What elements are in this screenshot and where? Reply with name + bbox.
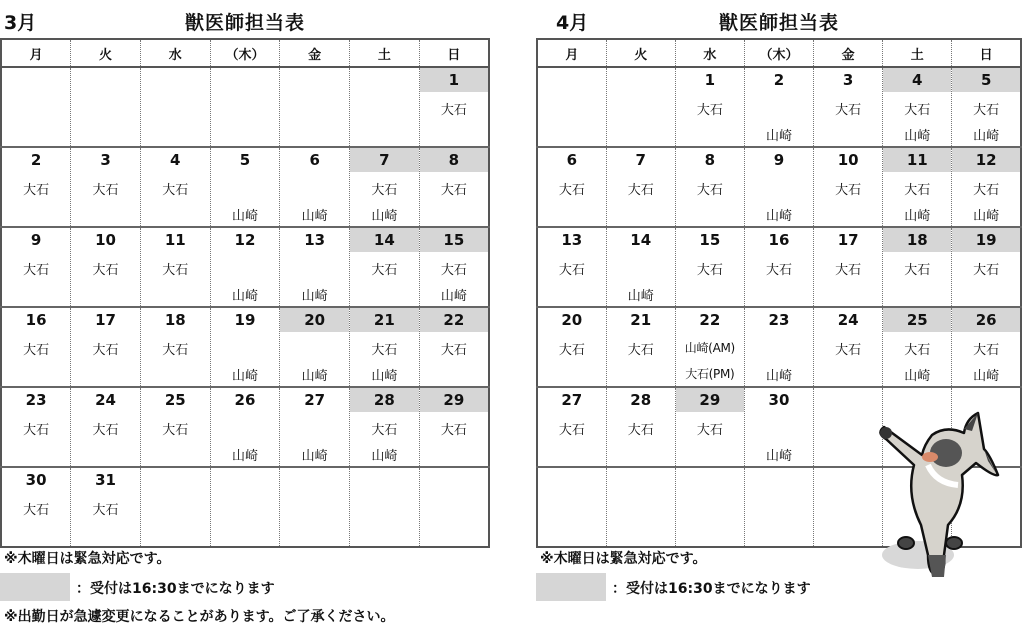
vet-name: 大石 (371, 343, 398, 358)
day-number: 16 (768, 231, 790, 249)
day-number: 9 (30, 231, 42, 249)
day-number: 2 (30, 151, 42, 169)
day-cell (537, 227, 606, 307)
day-number: 17 (837, 231, 859, 249)
vet-name: 山崎 (231, 369, 258, 384)
day-number: 15 (699, 231, 721, 249)
vet-name: 大石(PM) (685, 367, 735, 381)
day-cell (280, 147, 350, 227)
weekday-header: 火 (606, 39, 675, 67)
day-cell (814, 67, 883, 147)
day-cell (606, 387, 675, 467)
day-number: 7 (350, 148, 419, 172)
empty-cell (675, 467, 744, 547)
day-number: 22 (420, 308, 488, 332)
empty-cell (210, 467, 280, 547)
legend-text: ：受付は16:30までになります (76, 581, 275, 597)
weekday-header: 日 (419, 39, 489, 67)
day-number: 19 (952, 228, 1020, 252)
day-number: 27 (561, 391, 583, 409)
vet-name: 大石 (23, 343, 50, 358)
vet-name: 大石 (92, 343, 119, 358)
empty-cell (537, 467, 606, 547)
day-cell (744, 147, 813, 227)
vet-name: 山崎 (231, 209, 258, 224)
vet-name: 大石 (162, 423, 189, 438)
week-row (1, 307, 489, 387)
day-cell (1, 227, 71, 307)
day-number: 10 (95, 231, 116, 249)
day-cell (952, 227, 1021, 307)
vet-name: 山崎 (301, 369, 328, 384)
empty-cell (280, 467, 350, 547)
day-cell (606, 307, 675, 387)
vet-name: 山崎 (371, 449, 398, 464)
day-cell (140, 307, 210, 387)
page-title: 獣医師担当表 (718, 12, 839, 34)
day-number: 17 (95, 311, 116, 329)
week-row (537, 67, 1021, 147)
day-cell (1, 387, 71, 467)
day-cell (883, 67, 952, 147)
day-cell (350, 147, 420, 227)
day-number: 21 (630, 311, 652, 329)
day-cell (140, 147, 210, 227)
vet-name: 大石 (835, 183, 862, 198)
vet-name: 山崎 (973, 129, 1000, 144)
day-cell (814, 307, 883, 387)
empty-cell (606, 467, 675, 547)
vet-name: 大石 (371, 263, 398, 278)
vet-name: 大石 (92, 503, 119, 518)
day-number: 11 (883, 148, 951, 172)
day-cell (350, 227, 420, 307)
day-number: 24 (837, 311, 859, 329)
calendar-table (0, 38, 490, 548)
day-cell (744, 307, 813, 387)
vet-name: 大石 (371, 423, 398, 438)
day-number: 5 (239, 151, 251, 169)
vet-name: 山崎(AM) (684, 341, 735, 355)
week-row (1, 467, 489, 547)
day-number: 31 (95, 471, 116, 489)
day-cell (675, 147, 744, 227)
day-number: 8 (704, 151, 716, 169)
day-number: 26 (234, 391, 256, 409)
vet-name: 大石 (696, 103, 723, 118)
vet-name: 大石 (162, 183, 189, 198)
day-cell (537, 387, 606, 467)
vet-name: 山崎 (371, 369, 398, 384)
vet-name: 大石 (162, 263, 189, 278)
vet-name: 大石 (558, 263, 585, 278)
vet-name: 大石 (973, 183, 1000, 198)
day-cell (419, 147, 489, 227)
day-cell (140, 387, 210, 467)
vet-name: 大石 (162, 343, 189, 358)
vet-name: 山崎 (231, 289, 258, 304)
vet-name: 大石 (627, 183, 654, 198)
grey-legend-swatch (0, 573, 70, 601)
day-cell (744, 227, 813, 307)
day-cell (744, 387, 813, 467)
vet-name: 大石 (904, 183, 931, 198)
day-cell (675, 227, 744, 307)
empty-cell (537, 67, 606, 147)
cat-illustration (866, 405, 1006, 585)
day-number: 6 (566, 151, 578, 169)
day-cell (71, 387, 141, 467)
vet-name: 大石 (23, 183, 50, 198)
empty-cell (1, 67, 71, 147)
day-cell (883, 227, 952, 307)
day-cell (71, 467, 141, 547)
day-cell (675, 67, 744, 147)
vet-name: 大石 (627, 423, 654, 438)
vet-name: 山崎 (440, 289, 467, 304)
vet-name: 大石 (558, 423, 585, 438)
vet-name: 大石 (440, 423, 467, 438)
vet-name: 山崎 (973, 369, 1000, 384)
vet-name: 山崎 (904, 209, 931, 224)
vet-name: 大石 (558, 343, 585, 358)
vet-name: 大石 (440, 263, 467, 278)
empty-cell (419, 467, 489, 547)
day-number: 5 (952, 68, 1020, 92)
day-cell (140, 227, 210, 307)
day-cell (210, 147, 280, 227)
day-cell (419, 227, 489, 307)
day-cell (952, 307, 1021, 387)
vet-name: 大石 (23, 263, 50, 278)
day-number: 4 (883, 68, 951, 92)
empty-cell (140, 467, 210, 547)
day-cell (280, 307, 350, 387)
vet-name: 大石 (92, 263, 119, 278)
day-number: 20 (561, 311, 583, 329)
day-cell (280, 227, 350, 307)
day-cell (537, 307, 606, 387)
vet-name: 大石 (23, 503, 50, 518)
day-cell (675, 387, 744, 467)
day-number: 26 (952, 308, 1020, 332)
week-row (537, 147, 1021, 227)
vet-name: 大石 (696, 263, 723, 278)
vet-name: 山崎 (231, 449, 258, 464)
weekday-header: 火 (71, 39, 141, 67)
vet-name: 山崎 (301, 289, 328, 304)
vet-name: 大石 (558, 183, 585, 198)
day-cell (537, 147, 606, 227)
day-cell (280, 387, 350, 467)
weekday-header: 土 (350, 39, 420, 67)
vet-name: 大石 (627, 343, 654, 358)
day-cell (419, 67, 489, 147)
day-number: 20 (280, 308, 349, 332)
empty-cell (606, 67, 675, 147)
day-cell (814, 147, 883, 227)
vet-name: 大石 (440, 343, 467, 358)
weekday-header: 水 (140, 39, 210, 67)
day-cell (71, 307, 141, 387)
day-number: 4 (170, 151, 181, 169)
vet-name: 山崎 (627, 289, 654, 304)
month-label: 3月 (4, 12, 37, 34)
day-number: 14 (350, 228, 419, 252)
empty-cell (350, 467, 420, 547)
day-number: 21 (350, 308, 419, 332)
weekday-header: 水 (675, 39, 744, 67)
day-number: 7 (635, 151, 646, 169)
vet-name: 大石 (904, 343, 931, 358)
thursday-note: ※木曜日は緊急対応です。 (4, 551, 171, 567)
vet-name: 大石 (904, 263, 931, 278)
day-number: 12 (952, 148, 1020, 172)
day-cell (419, 387, 489, 467)
change-note: ※出勤日が急遽変更になることがあります。ご了承ください。 (4, 609, 395, 625)
day-cell (606, 147, 675, 227)
day-number: 1 (704, 71, 716, 89)
day-cell (952, 147, 1021, 227)
empty-cell (280, 67, 350, 147)
weekday-header: （木） (744, 39, 813, 67)
day-number: 23 (25, 391, 47, 409)
day-cell (883, 307, 952, 387)
day-number: 1 (420, 68, 488, 92)
day-number: 11 (164, 231, 186, 249)
day-cell (1, 147, 71, 227)
vet-name: 山崎 (371, 209, 398, 224)
weekday-header: 金 (280, 39, 350, 67)
vet-name: 大石 (92, 183, 119, 198)
day-cell (210, 227, 280, 307)
day-cell (419, 307, 489, 387)
vet-name: 大石 (440, 183, 467, 198)
day-cell (606, 227, 675, 307)
vet-name: 山崎 (301, 449, 328, 464)
vet-name: 大石 (835, 103, 862, 118)
day-number: 29 (420, 388, 488, 412)
day-number: 3 (842, 71, 854, 89)
vet-name: 大石 (835, 263, 862, 278)
vet-name: 大石 (973, 263, 1000, 278)
weekday-header: （木） (210, 39, 280, 67)
grey-legend-swatch (536, 573, 606, 601)
week-row (537, 227, 1021, 307)
day-number: 8 (420, 148, 488, 172)
day-number: 30 (25, 471, 47, 489)
day-number: 25 (164, 391, 186, 409)
day-number: 13 (304, 231, 326, 249)
vet-name: 大石 (835, 343, 862, 358)
day-number: 12 (234, 231, 256, 249)
day-number: 25 (883, 308, 951, 332)
day-number: 15 (420, 228, 488, 252)
day-cell (675, 307, 744, 387)
vet-name: 山崎 (904, 369, 931, 384)
vet-name: 大石 (765, 263, 792, 278)
vet-name: 大石 (23, 423, 50, 438)
day-cell (210, 387, 280, 467)
day-number: 3 (100, 151, 111, 169)
vet-name: 大石 (92, 423, 119, 438)
page-title: 獣医師担当表 (184, 12, 305, 34)
day-number: 13 (561, 231, 583, 249)
day-cell (350, 387, 420, 467)
day-number: 16 (25, 311, 47, 329)
day-cell (952, 67, 1021, 147)
week-row (1, 387, 489, 467)
day-cell (71, 147, 141, 227)
legend-text: ：受付は16:30までになります (612, 581, 811, 597)
empty-cell (71, 67, 141, 147)
day-cell (71, 227, 141, 307)
vet-name: 山崎 (904, 129, 931, 144)
thursday-note: ※木曜日は緊急対応です。 (540, 551, 707, 567)
empty-cell (744, 467, 813, 547)
day-cell (1, 307, 71, 387)
month-label: 4月 (556, 12, 589, 34)
day-number: 23 (768, 311, 790, 329)
weekday-header: 日 (952, 39, 1021, 67)
day-number: 9 (773, 151, 785, 169)
day-number: 10 (837, 151, 859, 169)
day-number: 27 (304, 391, 326, 409)
vet-name: 山崎 (765, 369, 792, 384)
day-number: 30 (768, 391, 790, 409)
week-row (1, 67, 489, 147)
day-cell (814, 227, 883, 307)
vet-name: 大石 (696, 423, 723, 438)
vet-name: 山崎 (765, 449, 792, 464)
day-number: 28 (350, 388, 419, 412)
day-number: 14 (630, 231, 652, 249)
day-cell (350, 307, 420, 387)
empty-cell (140, 67, 210, 147)
vet-name: 山崎 (301, 209, 328, 224)
day-cell (210, 307, 280, 387)
vet-name: 大石 (371, 183, 398, 198)
day-number: 29 (676, 388, 744, 412)
day-number: 19 (234, 311, 256, 329)
weekday-header: 金 (814, 39, 883, 67)
week-row (537, 307, 1021, 387)
empty-cell (210, 67, 280, 147)
day-number: 18 (883, 228, 951, 252)
march-calendar (0, 0, 490, 548)
day-number: 28 (630, 391, 652, 409)
day-number: 24 (95, 391, 116, 409)
day-cell (744, 67, 813, 147)
day-number: 6 (309, 151, 320, 169)
weekday-header: 月 (537, 39, 606, 67)
vet-name: 山崎 (973, 209, 1000, 224)
vet-name: 大石 (973, 343, 1000, 358)
vet-name: 大石 (904, 103, 931, 118)
day-number: 22 (699, 311, 721, 329)
day-number: 2 (773, 71, 785, 89)
vet-name: 大石 (440, 103, 467, 118)
vet-name: 大石 (973, 103, 1000, 118)
empty-cell (350, 67, 420, 147)
vet-name: 大石 (696, 183, 723, 198)
day-cell (1, 467, 71, 547)
vet-name: 山崎 (765, 129, 792, 144)
day-cell (883, 147, 952, 227)
weekday-header: 土 (883, 39, 952, 67)
week-row (1, 147, 489, 227)
day-number: 18 (164, 311, 186, 329)
vet-name: 山崎 (765, 209, 792, 224)
week-row (1, 227, 489, 307)
weekday-header: 月 (1, 39, 71, 67)
